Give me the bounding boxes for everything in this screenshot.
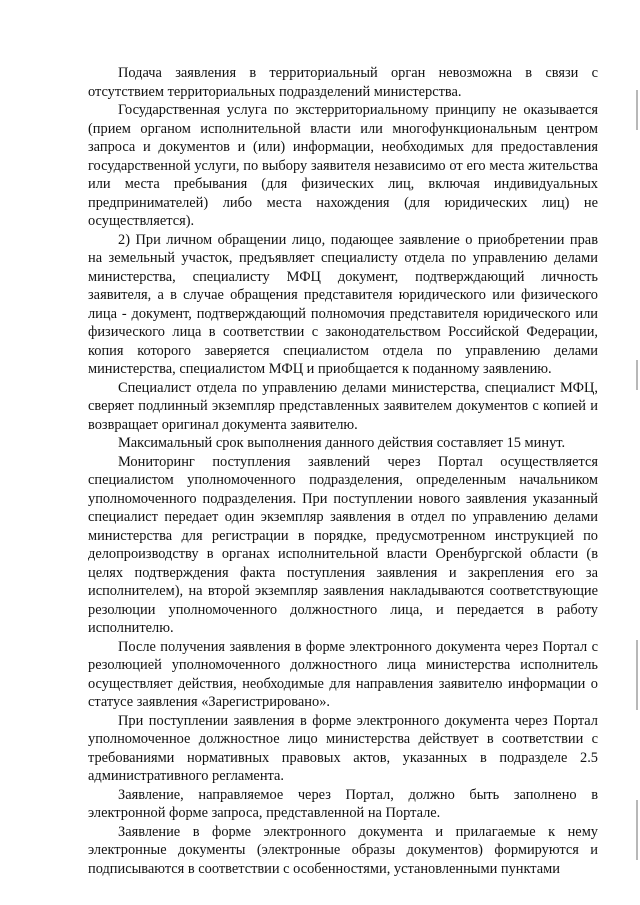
scan-edge-artifact bbox=[636, 360, 638, 390]
paragraph-10: Заявление в форме электронного документа и прилагаемые к нему электронные документы (электронные образы документов) формируются и подписываются в соответствии с особенностями, установленными пунктами bbox=[88, 823, 598, 877]
paragraph-2: Государственная услуга по экстерриториальному принципу не оказывается (прием органом исполнительной власти или многофункциональным центром запроса и документов и (или) информации, необходимых для предоставления государственной услуги, по выбору заявителя независимо от его места жительства или места пребывания (для физических лиц, включая индивидуальных предпринимателей) либо места нахождения (для юридических лиц) не осуществляется). bbox=[88, 102, 598, 229]
paragraph-1: Подача заявления в территориальный орган невозможна в связи с отсутствием территориальных подразделений министерства. bbox=[88, 65, 598, 100]
scan-edge-artifact bbox=[636, 90, 638, 130]
paragraph-6: Мониторинг поступления заявлений через Портал осуществляется специалистом уполномоченного подразделения, определенным начальником уполномоченного подразделения. При поступлении нового заявления указанный специалист передает один экземпляр заявления в отдел по управлению делами министерства для регистрации в порядке, предусмотренном инструкцией по делопроизводству в органах исполнительной власти Оренбургской области (в целях подтверждения факта поступления заявления и закрепления его за исполнителем), на второй экземпляр заявления накладываются соответствующие резолюции уполномоченного должностного лица, и передается в работу исполнителю. bbox=[88, 453, 598, 636]
paragraph-4: Специалист отдела по управлению делами министерства, специалист МФЦ, сверяет подлинный экземпляр представленных заявителем документов с копией и возвращает оригинал документа заявителю. bbox=[88, 379, 598, 433]
scan-edge-artifact bbox=[636, 800, 638, 860]
paragraph-9: Заявление, направляемое через Портал, должно быть заполнено в электронной форме запроса, представленной на Портале. bbox=[88, 786, 598, 821]
paragraph-3: 2) При личном обращении лицо, подающее заявление о приобретении прав на земельный участок, предъявляет специалисту отдела по управлению делами министерства, специалисту МФЦ документ, подтверждающий личность заявителя, а в случае обращения представителя юридического или физического лица - документ, подтверждающий полномочия представителя юридического или физического лица в соответствии с законодательством Российской Федерации, копия которого заверяется специалистом отдела по управлению делами министерства, специалистом МФЦ и приобщается к поданному заявлению. bbox=[88, 231, 598, 377]
paragraph-7: После получения заявления в форме электронного документа через Портал с резолюцией уполномоченного должностного лица министерства исполнитель осуществляет действия, необходимые для направления заявителю информации о статусе заявления «Зарегистрировано». bbox=[88, 638, 598, 710]
paragraph-8: При поступлении заявления в форме электронного документа через Портал уполномоченное должностное лицо министерства действует в соответствии с требованиями нормативных правовых актов, указанных в подразделе 2.5 административного регламента. bbox=[88, 712, 598, 784]
scan-edge-artifact bbox=[636, 640, 638, 710]
document-body bbox=[88, 64, 598, 878]
paragraph-5: Максимальный срок выполнения данного действия составляет 15 минут. bbox=[118, 435, 566, 451]
